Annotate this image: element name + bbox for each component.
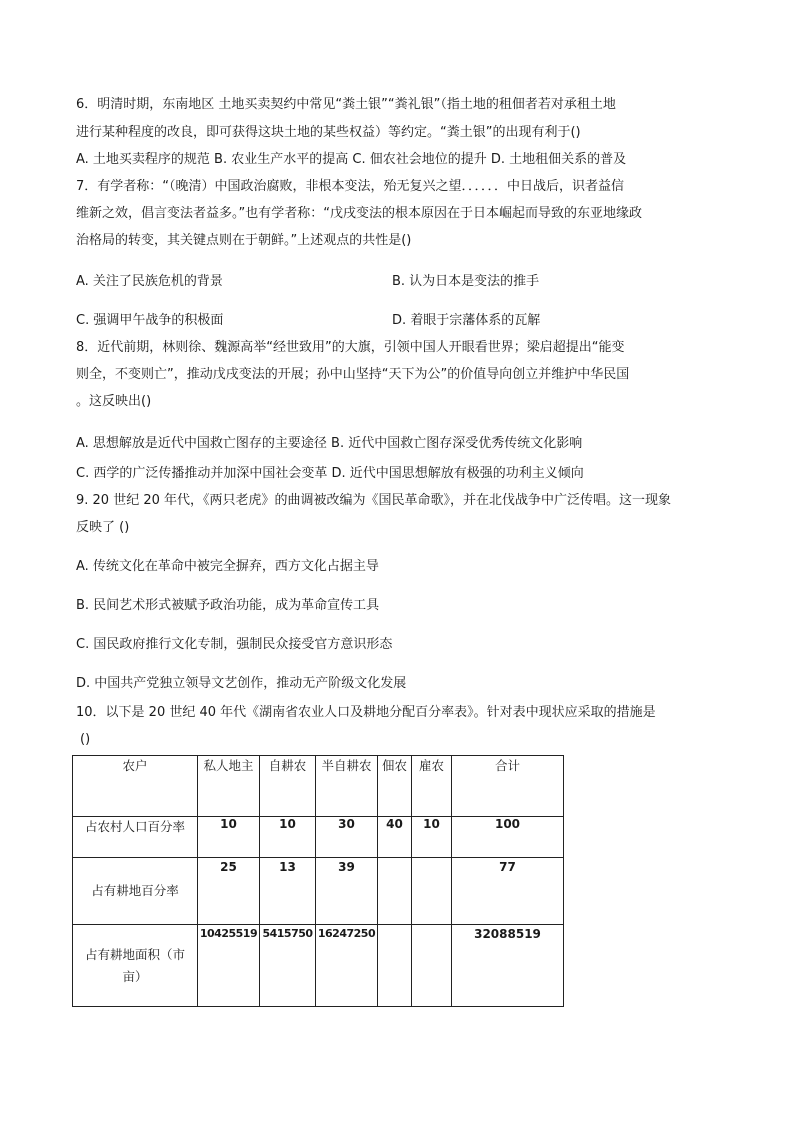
header-cell: 合计 (452, 756, 564, 817)
q10-stem-line1: 10．以下是 20 世纪 40 年代《湖南省农业人口及耕地分配百分率表》。针对表中现状应采取的措施是 (76, 705, 656, 720)
table-cell: 40 (378, 817, 412, 858)
q7-stem-line3: 治格局的转变，其关键点则在于朝鲜。”上述观点的共性是() (76, 233, 412, 248)
header-cell: 佃农 (378, 756, 412, 817)
q7-stem-line1: 7．有学者称：“（晚清）中国政治腐败，非根本变法，殆无复兴之望．．．．．．中日战后，识者益信 (76, 179, 625, 194)
q6-stem-line1: 6．明清时期，东南地区 土地买卖契约中常见“粪土银”“粪礼银”（指土地的租佃者若对承租土地 (76, 97, 616, 112)
q6-options: A. 土地买卖程序的规范 B. 农业生产水平的提高 C. 佃农社会地位的提升 D. 土地租佃关系的普及 (76, 152, 627, 167)
q9-stem-line2: 反映了 () (76, 520, 130, 535)
table-row (73, 858, 564, 925)
header-cell: 自耕农 (260, 756, 316, 817)
table-cell: 10 (260, 817, 316, 858)
header-cell: 雇农 (412, 756, 452, 817)
q7-option-b: B. 认为日本是变法的推手 (392, 274, 540, 289)
q7-stem-line2: 维新之效，倡言变法者益多。”也有学者称：“戊戌变法的根本原因在于日本崛起而导致的东亚地缘政 (76, 206, 642, 221)
q7-option-c: C. 强调甲午战争的积极面 (76, 313, 224, 328)
land-distribution-table (72, 755, 564, 1007)
q9-option-d: D. 中国共产党独立领导文艺创作，推动无产阶级文化发展 (76, 676, 407, 691)
row-label: 占农村人口百分率 (73, 817, 198, 858)
table-cell: 10425519 (198, 925, 260, 1007)
table-cell (412, 858, 452, 925)
table-cell: 32088519 (452, 925, 564, 1007)
header-cell: 私人地主 (198, 756, 260, 817)
table-cell: 10 (198, 817, 260, 858)
row-label: 占有耕地面积（市亩） (73, 925, 198, 1007)
q8-options-ab: A. 思想解放是近代中国救亡图存的主要途径 B. 近代中国救亡图存深受优秀传统文化影响 (76, 436, 583, 451)
q8-stem-line2: 则全，不变则亡”，推动戊戌变法的开展；孙中山坚持“天下为公”的价值导向创立并维护中华民国 (76, 367, 630, 382)
row-label: 占有耕地百分率 (73, 858, 198, 925)
table-row (73, 817, 564, 858)
table-cell: 100 (452, 817, 564, 858)
table-header-row (73, 756, 564, 817)
q9-stem-line1: 9. 20 世纪 20 年代，《两只老虎》的曲调被改编为《国民革命歌》，并在北伐战争中广泛传唱。这一现象 (76, 493, 672, 508)
table-cell: 25 (198, 858, 260, 925)
q9-option-b: B. 民间艺术形式被赋予政治功能，成为革命宣传工具 (76, 598, 380, 613)
q9-option-a: A. 传统文化在革命中被完全摒弃，西方文化占据主导 (76, 559, 379, 574)
table-cell: 16247250 (316, 925, 378, 1007)
q7-option-a: A. 关注了民族危机的背景 (76, 274, 223, 289)
table-cell: 30 (316, 817, 378, 858)
q6-stem-line2: 进行某种程度的改良，即可获得这块土地的某些权益）等约定。“粪土银”的出现有利于() (76, 125, 581, 140)
q10-stem-line2: () (80, 732, 91, 747)
table-cell: 13 (260, 858, 316, 925)
table-cell (412, 925, 452, 1007)
table-cell (378, 858, 412, 925)
q8-options-cd: C. 西学的广泛传播推动并加深中国社会变革 D. 近代中国思想解放有极强的功利主义倾向 (76, 466, 584, 481)
q8-stem-line3: 。这反映出() (76, 394, 152, 409)
table-cell: 77 (452, 858, 564, 925)
header-cell: 农户 (73, 756, 198, 817)
table-cell: 5415750 (260, 925, 316, 1007)
table-cell: 39 (316, 858, 378, 925)
header-cell: 半自耕农 (316, 756, 378, 817)
table-cell: 10 (412, 817, 452, 858)
q9-option-c: C. 国民政府推行文化专制，强制民众接受官方意识形态 (76, 637, 393, 652)
q7-option-d: D. 着眼于宗藩体系的瓦解 (392, 313, 541, 328)
table-cell (378, 925, 412, 1007)
q8-stem-line1: 8．近代前期，林则徐、魏源高举“经世致用”的大旗，引领中国人开眼看世界；梁启超提出“能变 (76, 340, 625, 355)
table-row (73, 925, 564, 1007)
